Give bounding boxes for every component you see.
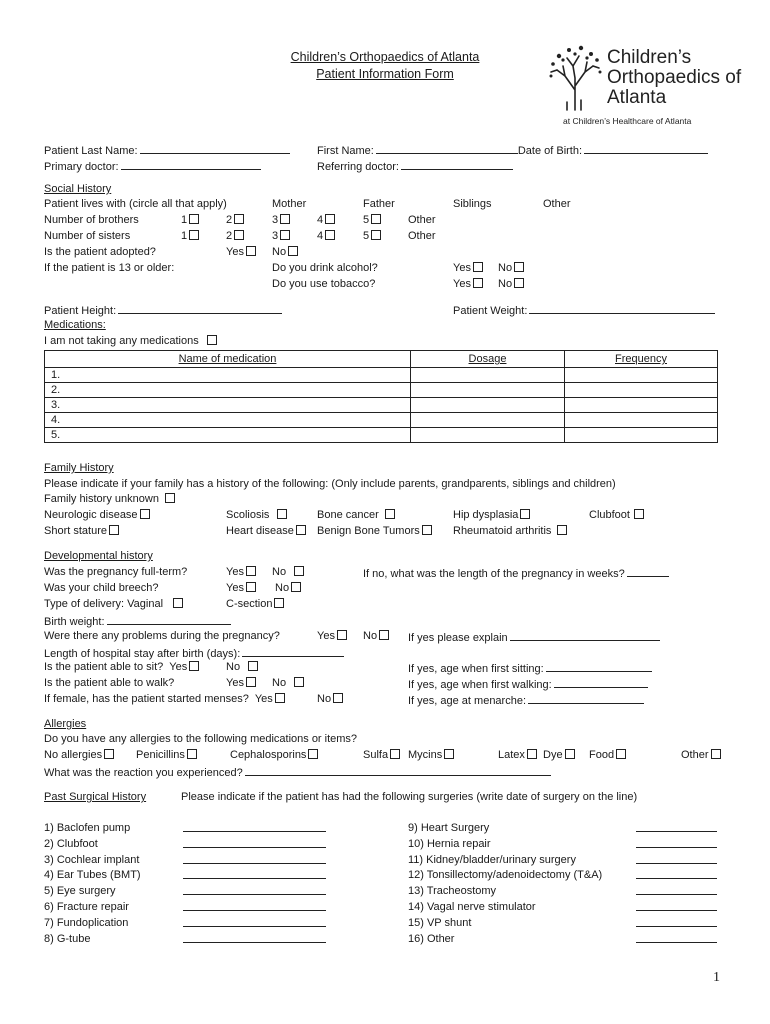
dob-field[interactable] xyxy=(584,143,708,154)
stay-field[interactable] xyxy=(242,646,344,657)
walk-yes-checkbox[interactable] xyxy=(246,677,256,687)
stay-row xyxy=(44,646,344,661)
heart xyxy=(226,525,306,538)
sisters-5-label: 5 xyxy=(363,230,370,242)
walk-no-label: No xyxy=(272,677,287,689)
sisters-5-checkbox[interactable] xyxy=(371,230,381,240)
reaction-field[interactable] xyxy=(245,765,551,776)
table-row xyxy=(45,398,718,413)
surgery-date-field[interactable] xyxy=(636,853,717,864)
clubfoot-label: Clubfoot xyxy=(589,509,630,521)
no-meds-row xyxy=(44,335,217,348)
dosage-cell[interactable] xyxy=(411,368,565,383)
sisters-3-checkbox[interactable] xyxy=(280,230,290,240)
alcohol-no xyxy=(498,262,524,275)
bone-cancer xyxy=(317,509,395,522)
frequency-cell[interactable] xyxy=(565,428,718,443)
csection-label: C-section xyxy=(226,598,273,610)
benign-label: Benign Bone Tumors xyxy=(317,525,420,537)
brothers-2-label: 2 xyxy=(226,214,233,226)
surgery-item: 7) Fundoplication xyxy=(44,917,129,929)
hip-checkbox[interactable] xyxy=(520,509,530,519)
birth-weight-field[interactable] xyxy=(107,614,231,625)
first-name-row xyxy=(317,143,708,158)
table-row xyxy=(45,428,718,443)
brothers-2 xyxy=(226,214,244,227)
weight-field[interactable] xyxy=(529,303,715,314)
explain-row xyxy=(408,630,660,645)
row-number[interactable]: 2. xyxy=(45,383,411,398)
penicillins-label: Penicillins xyxy=(136,749,185,761)
reaction-label: What was the reaction you experienced? xyxy=(44,767,243,779)
no-allergies xyxy=(44,749,114,762)
clubfoot xyxy=(589,509,644,522)
food xyxy=(589,749,626,762)
fullterm-yes-label: Yes xyxy=(226,566,244,578)
sulfa xyxy=(363,749,400,762)
menses-row xyxy=(44,693,285,706)
tobacco-no-checkbox[interactable] xyxy=(514,278,524,288)
allergy-other-label: Other xyxy=(681,749,709,761)
surgical-instruction: Please indicate if the patient has had the following surgeries (write date of surgery on the line) xyxy=(181,791,638,803)
adopted-yes-label: Yes xyxy=(226,246,244,258)
short-checkbox[interactable] xyxy=(109,525,119,535)
medication-table-header xyxy=(45,351,718,368)
alcohol-yes-checkbox[interactable] xyxy=(473,262,483,272)
allergies-heading: Allergies xyxy=(44,718,87,730)
dosage-cell[interactable] xyxy=(411,383,565,398)
hip-label: Hip dysplasia xyxy=(453,509,519,521)
dosage-cell[interactable] xyxy=(411,413,565,428)
mycins-label: Mycins xyxy=(408,749,443,761)
birth-weight-row xyxy=(44,614,231,629)
surgery-item: 1) Baclofen pump xyxy=(44,822,131,834)
adopted-no xyxy=(272,246,298,259)
alcohol-label: Do you drink alcohol? xyxy=(272,262,378,274)
brothers-5 xyxy=(363,214,381,227)
sit-no-checkbox[interactable] xyxy=(248,661,258,671)
logo-text-2: Orthopaedics of xyxy=(607,67,742,88)
tobacco-no xyxy=(498,278,524,291)
dosage-cell[interactable] xyxy=(411,398,565,413)
frequency-cell[interactable] xyxy=(565,368,718,383)
social-history-heading: Social History xyxy=(44,183,112,195)
brothers-4 xyxy=(317,214,335,227)
surgery-item: 15) VP shunt xyxy=(408,917,472,929)
tobacco-yes-checkbox[interactable] xyxy=(473,278,483,288)
sisters-3-label: 3 xyxy=(272,230,279,242)
surgery-item: 6) Fracture repair xyxy=(44,901,129,913)
latex-label: Latex xyxy=(498,749,525,761)
lives-father[interactable]: Father xyxy=(363,198,395,210)
sulfa-checkbox[interactable] xyxy=(390,749,400,759)
surgery-item: 4) Ear Tubes (BMT) xyxy=(44,869,141,881)
family-unknown-checkbox[interactable] xyxy=(165,493,175,503)
bone-cancer-label: Bone cancer xyxy=(317,509,379,521)
walk-yes-label: Yes xyxy=(226,677,244,689)
surgery-date-field[interactable] xyxy=(183,900,326,911)
surgical-heading: Past Surgical History xyxy=(44,791,147,803)
surgery-date-field[interactable] xyxy=(183,837,326,848)
fullterm-yes xyxy=(226,566,256,579)
sit-age-row xyxy=(408,661,652,676)
delivery-label: Type of delivery: Vaginal xyxy=(44,598,164,610)
food-checkbox[interactable] xyxy=(616,749,626,759)
medications-heading: Medications: xyxy=(44,319,106,331)
reaction-row xyxy=(44,765,551,780)
mycins xyxy=(408,749,454,762)
table-row xyxy=(45,413,718,428)
sisters-4 xyxy=(317,230,335,243)
sisters-other[interactable]: Other xyxy=(408,230,436,242)
medication-table xyxy=(44,350,718,443)
logo xyxy=(545,42,742,132)
alcohol-no-checkbox[interactable] xyxy=(514,262,524,272)
surgery-date-field[interactable] xyxy=(183,821,326,832)
breech-no xyxy=(275,582,301,595)
weight-label: Patient Weight: xyxy=(453,305,528,317)
surgery-item: 8) G-tube xyxy=(44,933,91,945)
surgery-item: 12) Tonsillectomy/adenoidectomy (T&A) xyxy=(408,869,603,881)
penicillins xyxy=(136,749,197,762)
bone-cancer-checkbox[interactable] xyxy=(385,509,395,519)
brothers-3-label: 3 xyxy=(272,214,279,226)
walk-no xyxy=(272,677,304,690)
menses-yes-checkbox[interactable] xyxy=(275,693,285,703)
sisters-label: Number of sisters xyxy=(44,230,131,242)
first-name-label: First Name: xyxy=(317,145,374,157)
no-meds-checkbox[interactable] xyxy=(207,335,217,345)
tobacco-no-label: No xyxy=(498,278,513,290)
height-label: Patient Height: xyxy=(44,305,117,317)
weight-row xyxy=(453,303,715,318)
allergy-other xyxy=(681,749,721,762)
primary-doctor-field[interactable] xyxy=(121,159,261,170)
walk-age-row xyxy=(408,677,648,692)
alcohol-no-label: No xyxy=(498,262,513,274)
problems-label: Were there any problems during the pregnancy? xyxy=(44,630,280,642)
allergy-other-checkbox[interactable] xyxy=(711,749,721,759)
col-dosage: Dosage xyxy=(411,351,565,368)
sisters-1-checkbox[interactable] xyxy=(189,230,199,240)
rheum-checkbox[interactable] xyxy=(557,525,567,535)
surgery-date-field[interactable] xyxy=(636,916,717,927)
adopted-no-label: No xyxy=(272,246,287,258)
tobacco-yes xyxy=(453,278,483,291)
csection-checkbox[interactable] xyxy=(274,598,284,608)
latex xyxy=(498,749,537,762)
scoliosis-label: Scoliosis xyxy=(226,509,270,521)
vaginal-checkbox[interactable] xyxy=(173,598,183,608)
cephalosporins xyxy=(230,749,318,762)
surgery-date-field[interactable] xyxy=(636,821,717,832)
form-org-title: Children’s Orthopaedics of Atlanta xyxy=(290,50,480,64)
breech-yes-checkbox[interactable] xyxy=(246,582,256,592)
stay-label: Length of hospital stay after birth (days): xyxy=(44,648,241,660)
tree-icon xyxy=(545,42,605,112)
sisters-4-label: 4 xyxy=(317,230,324,242)
no-allergies-checkbox[interactable] xyxy=(104,749,114,759)
breech-yes xyxy=(226,582,256,595)
tobacco-yes-label: Yes xyxy=(453,278,471,290)
brothers-5-checkbox[interactable] xyxy=(371,214,381,224)
fullterm-label: Was the pregnancy full-term? xyxy=(44,566,188,578)
adopted-yes xyxy=(226,246,256,259)
family-unknown-label: Family history unknown xyxy=(44,493,159,505)
neuro-label: Neurologic disease xyxy=(44,509,138,521)
surgery-item: 10) Hernia repair xyxy=(408,838,491,850)
walk-yes xyxy=(226,677,256,690)
clubfoot-checkbox[interactable] xyxy=(634,509,644,519)
sit-row xyxy=(44,661,199,674)
lives-siblings[interactable]: Siblings xyxy=(453,198,492,210)
table-row xyxy=(45,368,718,383)
weeks-field[interactable] xyxy=(627,566,669,577)
breech-no-label: No xyxy=(275,582,290,594)
first-name-field[interactable] xyxy=(376,143,518,154)
surgery-date-field[interactable] xyxy=(183,916,326,927)
birth-weight-label: Birth weight: xyxy=(44,616,105,628)
sisters-4-checkbox[interactable] xyxy=(325,230,335,240)
surgery-item: 16) Other xyxy=(408,933,455,945)
brothers-4-checkbox[interactable] xyxy=(325,214,335,224)
sisters-2 xyxy=(226,230,244,243)
scoliosis-checkbox[interactable] xyxy=(277,509,287,519)
sisters-1 xyxy=(181,230,199,243)
alcohol-yes-label: Yes xyxy=(453,262,471,274)
sit-no-label: No xyxy=(226,661,241,673)
latex-checkbox[interactable] xyxy=(527,749,537,759)
surgery-date-field[interactable] xyxy=(183,853,326,864)
walk-age-label: If yes, age when first walking: xyxy=(408,679,552,691)
surgery-date-field[interactable] xyxy=(183,884,326,895)
surgery-date-field[interactable] xyxy=(183,868,326,879)
brothers-2-checkbox[interactable] xyxy=(234,214,244,224)
height-field[interactable] xyxy=(118,303,282,314)
problems-yes xyxy=(317,630,347,643)
breech-yes-label: Yes xyxy=(226,582,244,594)
sisters-2-label: 2 xyxy=(226,230,233,242)
brothers-other[interactable]: Other xyxy=(408,214,436,226)
family-history-heading: Family History xyxy=(44,462,114,474)
referring-doctor-row xyxy=(317,159,513,174)
brothers-5-label: 5 xyxy=(363,214,370,226)
menarche-field[interactable] xyxy=(528,693,644,704)
logo-text-1: Children’s xyxy=(607,47,692,68)
sulfa-label: Sulfa xyxy=(363,749,389,761)
menses-yes-label: Yes xyxy=(254,693,273,705)
last-name-label: Patient Last Name: xyxy=(44,145,138,157)
cephalosporins-label: Cephalosporins xyxy=(230,749,307,761)
cephalosporins-checkbox[interactable] xyxy=(308,749,318,759)
surgery-date-field[interactable] xyxy=(636,837,717,848)
walk-no-checkbox[interactable] xyxy=(294,677,304,687)
logo-subtitle: at Children’s Healthcare of Atlanta xyxy=(563,116,692,126)
sisters-3 xyxy=(272,230,290,243)
adopted-yes-checkbox[interactable] xyxy=(246,246,256,256)
walk-age-field[interactable] xyxy=(554,677,648,688)
tobacco-label: Do you use tobacco? xyxy=(272,278,376,290)
allergies-question: Do you have any allergies to the following medications or items? xyxy=(44,733,358,745)
weeks-row xyxy=(363,566,669,581)
heart-label: Heart disease xyxy=(226,525,294,537)
table-row xyxy=(45,383,718,398)
referring-doctor-field[interactable] xyxy=(401,159,513,170)
short xyxy=(44,525,119,538)
brothers-3 xyxy=(272,214,290,227)
sit-yes-checkbox[interactable] xyxy=(189,661,199,671)
adopted-label: Is the patient adopted? xyxy=(44,246,156,258)
lives-other[interactable]: Other xyxy=(543,198,571,210)
menses-no-label: No xyxy=(317,693,332,705)
menses-no-checkbox[interactable] xyxy=(333,693,343,703)
col-name: Name of medication xyxy=(45,351,411,368)
col-frequency: Frequency xyxy=(565,351,718,368)
benign xyxy=(317,525,432,538)
problems-no xyxy=(363,630,389,643)
heart-checkbox[interactable] xyxy=(296,525,306,535)
rheum xyxy=(453,525,567,538)
dye-label: Dye xyxy=(543,749,563,761)
row-number[interactable]: 4. xyxy=(45,413,411,428)
dob-label: Date of Birth: xyxy=(517,145,583,157)
primary-doctor-row xyxy=(44,159,261,174)
surgery-date-field[interactable] xyxy=(183,932,326,943)
sisters-2-checkbox[interactable] xyxy=(234,230,244,240)
row-number[interactable]: 5. xyxy=(45,428,411,443)
fullterm-no-label: No xyxy=(272,566,287,578)
menses-no xyxy=(317,693,343,706)
family-unknown xyxy=(44,493,175,506)
frequency-cell[interactable] xyxy=(565,383,718,398)
surgery-date-field[interactable] xyxy=(636,900,717,911)
dye xyxy=(543,749,575,762)
dye-checkbox[interactable] xyxy=(565,749,575,759)
family-instruction: Please indicate if your family has a history of the following: (Only include parents, grandparents, siblings and children) xyxy=(44,478,616,490)
walk-label: Is the patient able to walk? xyxy=(44,677,175,689)
problems-yes-label: Yes xyxy=(317,630,335,642)
no-allergies-label: No allergies xyxy=(44,749,103,761)
surgery-item: 3) Cochlear implant xyxy=(44,854,140,866)
sit-label: Is the patient able to sit? xyxy=(44,661,164,673)
brothers-4-label: 4 xyxy=(317,214,324,226)
neuro xyxy=(44,509,150,522)
surgery-item: 14) Vagal nerve stimulator xyxy=(408,901,536,913)
sisters-1-label: 1 xyxy=(181,230,188,242)
page-number: 1 xyxy=(713,970,720,985)
problems-yes-checkbox[interactable] xyxy=(337,630,347,640)
older13-label: If the patient is 13 or older: xyxy=(44,262,175,274)
breech-no-checkbox[interactable] xyxy=(291,582,301,592)
surgery-item: 5) Eye surgery xyxy=(44,885,116,897)
explain-label: If yes please explain xyxy=(408,632,508,644)
height-row xyxy=(44,303,282,318)
frequency-cell[interactable] xyxy=(565,398,718,413)
neuro-checkbox[interactable] xyxy=(140,509,150,519)
fullterm-no xyxy=(272,566,304,579)
explain-field[interactable] xyxy=(510,630,660,641)
hip xyxy=(453,509,530,522)
frequency-cell[interactable] xyxy=(565,413,718,428)
delivery-row xyxy=(44,598,183,611)
form-title: Patient Information Form xyxy=(316,67,454,81)
dev-history-heading: Developmental history xyxy=(44,550,153,562)
sit-yes-label: Yes xyxy=(169,661,188,673)
lives-with-label: Patient lives with (circle all that apply) xyxy=(44,198,227,210)
fullterm-no-checkbox[interactable] xyxy=(294,566,304,576)
brothers-1-label: 1 xyxy=(181,214,188,226)
logo-text-3: Atlanta xyxy=(607,87,667,108)
brothers-label: Number of brothers xyxy=(44,214,139,226)
surgery-item: 11) Kidney/bladder/urinary surgery xyxy=(408,854,576,866)
menarche-label: If yes, age at menarche: xyxy=(408,695,527,707)
problems-no-checkbox[interactable] xyxy=(379,630,389,640)
weeks-label: If no, what was the length of the pregnancy in weeks? xyxy=(363,568,625,580)
surgery-item: 9) Heart Surgery xyxy=(408,822,490,834)
menarche-row xyxy=(408,693,644,708)
sit-no xyxy=(226,661,258,674)
fullterm-yes-checkbox[interactable] xyxy=(246,566,256,576)
sit-age-field[interactable] xyxy=(546,661,652,672)
penicillins-checkbox[interactable] xyxy=(187,749,197,759)
primary-doctor-label: Primary doctor: xyxy=(44,161,119,173)
menses-label: If female, has the patient started menses? xyxy=(44,693,249,705)
surgery-date-field[interactable] xyxy=(636,932,717,943)
row-number[interactable]: 1. xyxy=(45,368,411,383)
brothers-1 xyxy=(181,214,199,227)
last-name-row xyxy=(44,143,290,158)
sit-age-label: If yes, age when first sitting: xyxy=(408,663,544,675)
surgery-date-field[interactable] xyxy=(636,868,717,879)
breech-label: Was your child breech? xyxy=(44,582,159,594)
short-label: Short stature xyxy=(44,525,107,537)
no-meds-label: I am not taking any medications xyxy=(44,335,199,347)
row-number[interactable]: 3. xyxy=(45,398,411,413)
adopted-no-checkbox[interactable] xyxy=(288,246,298,256)
alcohol-yes xyxy=(453,262,483,275)
scoliosis xyxy=(226,509,287,522)
brothers-3-checkbox[interactable] xyxy=(280,214,290,224)
referring-doctor-label: Referring doctor: xyxy=(317,161,399,173)
rheum-label: Rheumatoid arthritis xyxy=(453,525,552,537)
mycins-checkbox[interactable] xyxy=(444,749,454,759)
last-name-field[interactable] xyxy=(140,143,290,154)
problems-no-label: No xyxy=(363,630,378,642)
csection xyxy=(226,598,284,611)
lives-mother[interactable]: Mother xyxy=(272,198,307,210)
surgery-item: 2) Clubfoot xyxy=(44,838,98,850)
surgery-item: 13) Tracheostomy xyxy=(408,885,497,897)
brothers-1-checkbox[interactable] xyxy=(189,214,199,224)
dosage-cell[interactable] xyxy=(411,428,565,443)
benign-checkbox[interactable] xyxy=(422,525,432,535)
sisters-5 xyxy=(363,230,381,243)
surgery-date-field[interactable] xyxy=(636,884,717,895)
food-label: Food xyxy=(589,749,615,761)
